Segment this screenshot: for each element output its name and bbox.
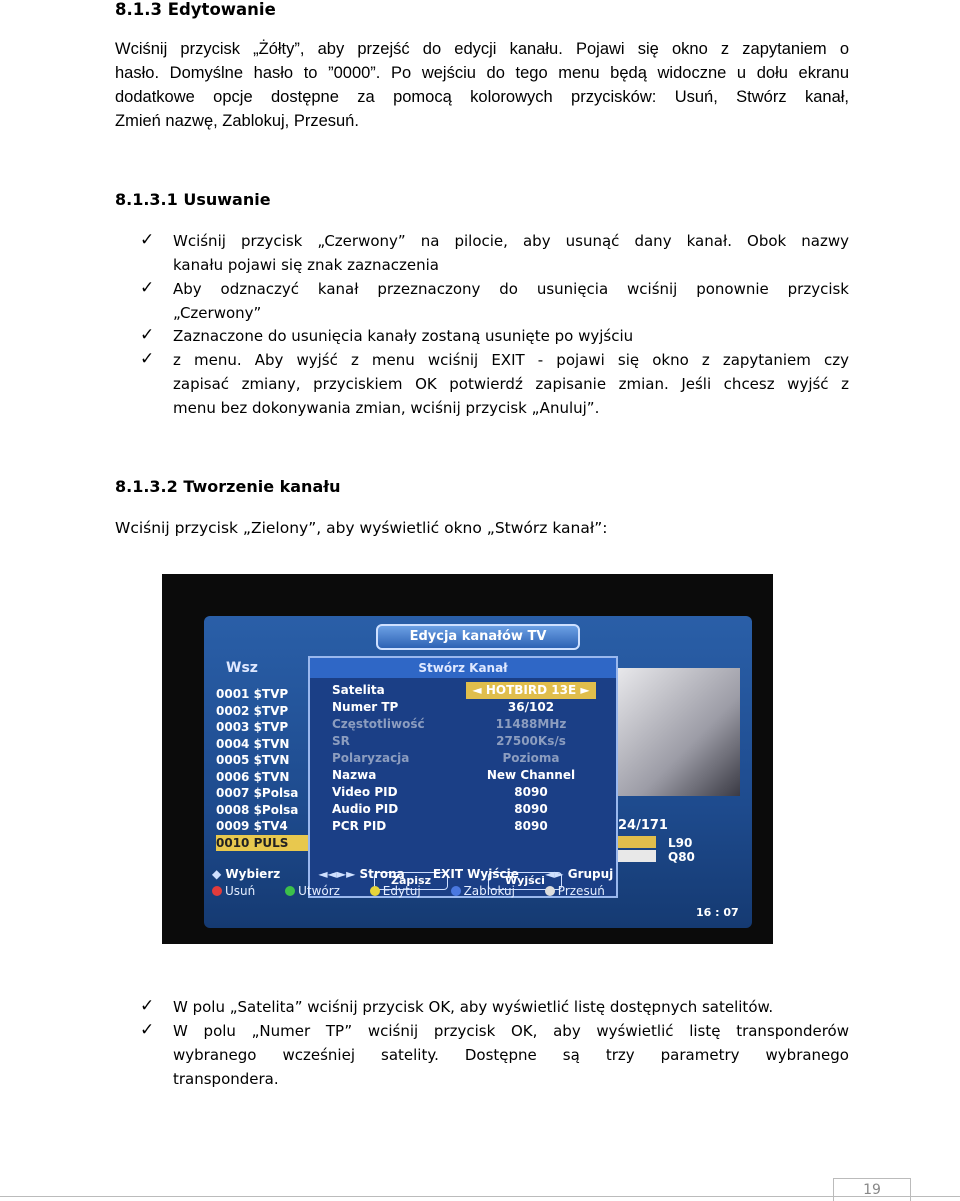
exit-button[interactable]: Wyjści	[488, 872, 562, 890]
field-value[interactable]: ◄ HOTBIRD 13E ►	[466, 682, 596, 699]
channel-row[interactable]: 0008 $Polsa	[216, 802, 299, 817]
field-label: Nazwa	[332, 768, 377, 782]
intro-line-1: Wciśnij przycisk „Żółty”, aby przejść do edycji kanału. Pojawi się okno z zapytaniem o	[115, 40, 849, 58]
blue-dot-icon	[451, 886, 461, 896]
signal-level: L90	[668, 836, 693, 850]
check-icon: ✓	[140, 349, 155, 369]
channel-row[interactable]: 0004 $TVN	[216, 736, 290, 751]
usuwanie-item-2-line-1: Aby odznaczyć kanał przeznaczony do usunięcia wciśnij ponownie przycisk	[173, 280, 849, 298]
hint-groups: Grupuj	[567, 867, 614, 881]
lock-label: Zablokuj	[463, 884, 515, 898]
create-channel-dialog	[308, 656, 618, 898]
intro-line-2: hasło. Domyślne hasło to ”0000”. Po wejściu do tego menu będą widoczne u dołu ekranu	[115, 64, 849, 82]
field-value[interactable]: 8090	[514, 802, 548, 816]
field-tp-number[interactable]	[310, 699, 616, 716]
tworzenie-intro: Wciśnij przycisk „Zielony”, aby wyświetlić okno „Stwórz kanał”:	[115, 519, 608, 537]
quality-level: Q80	[668, 850, 695, 864]
channel-preview-image	[616, 668, 740, 796]
field-video-pid[interactable]	[310, 784, 616, 801]
channel-row[interactable]: 0003 $TVP	[216, 720, 289, 734]
tv-screenshot	[162, 574, 773, 944]
usuwanie-item-3-line-1: Zaznaczone do usunięcia kanały zostaną usunięte po wyjściu	[173, 327, 634, 345]
tworzenie-heading: 8.1.3.2 Tworzenie kanału	[115, 477, 341, 496]
white-dot-icon	[545, 886, 555, 896]
save-button[interactable]: Zapisz	[374, 872, 448, 890]
section-heading: 8.1.3 Edytowanie	[115, 0, 276, 19]
channel-row[interactable]: 0009 $TV4	[216, 819, 288, 833]
field-label: Video PID	[332, 785, 398, 799]
check-icon: ✓	[140, 230, 155, 250]
white-button[interactable]	[545, 884, 605, 898]
intro-line-4: Zmień nazwę, Zablokuj, Przesuń.	[115, 112, 359, 130]
usuwanie-item-4-line-1: z menu. Aby wyjść z menu wciśnij EXIT - pojawi się okno z zapytaniem czy	[173, 351, 849, 369]
check-icon: ✓	[140, 325, 155, 345]
field-label: Częstotliwość	[332, 717, 425, 731]
dialog-title: Stwórz Kanał	[310, 658, 616, 678]
green-dot-icon	[285, 886, 295, 896]
footer-rule	[0, 1196, 960, 1197]
field-name[interactable]	[310, 767, 616, 784]
after-item-1-line-1: W polu „Satelita” wciśnij przycisk OK, aby wyświetlić listę dostępnych satelitów.	[173, 998, 774, 1016]
list-header: Wsz	[226, 660, 258, 676]
field-label: SR	[332, 734, 350, 748]
field-value[interactable]: 36/102	[507, 700, 555, 714]
usuwanie-heading: 8.1.3.1 Usuwanie	[115, 190, 271, 209]
move-label: Przesuń	[557, 884, 605, 898]
channel-row[interactable]: 0002 $TVP	[216, 703, 289, 718]
page-number: 19	[833, 1178, 911, 1201]
channel-row[interactable]: 0005 $TVN	[216, 753, 290, 767]
channel-row[interactable]: 0007 $Polsa	[216, 786, 299, 800]
after-item-2-line-2: wybranego wcześniej satelity. Dostępne są trzy parametry wybranego	[173, 1046, 849, 1064]
check-icon: ✓	[140, 1020, 155, 1040]
select-icon: ◆	[212, 867, 222, 881]
field-symbol-rate	[310, 733, 616, 750]
usuwanie-item-4-line-2: zapisać zmiany, przyciskiem OK potwierdź zapisanie zmian. Jeśli chcesz wyjść z	[173, 375, 849, 393]
channel-list	[216, 686, 310, 851]
edit-label: Edytuj	[382, 884, 421, 898]
hint-select: Wybierz	[225, 867, 281, 881]
red-dot-icon	[212, 886, 222, 896]
usuwanie-item-2-line-2: „Czerwony”	[173, 304, 262, 322]
channel-counter: 24/171	[618, 818, 668, 833]
field-label: Audio PID	[332, 802, 399, 816]
color-buttons-bar	[212, 883, 744, 899]
field-value[interactable]: 8090	[514, 819, 548, 833]
usuwanie-item-4-line-3: menu bez dokonywania zmian, wciśnij przycisk „Anuluj”.	[173, 399, 600, 417]
usuwanie-item-1-line-1: Wciśnij przycisk „Czerwony” na pilocie, aby usunąć dany kanał. Obok nazwy	[173, 232, 849, 250]
yellow-dot-icon	[370, 886, 380, 896]
channel-row[interactable]: 0006 $TVN	[216, 769, 290, 784]
green-button[interactable]	[285, 884, 340, 898]
page-arrows-icon: ◄◄►►	[318, 867, 356, 881]
usuwanie-item-1-line-2: kanału pojawi się znak zaznaczenia	[173, 256, 439, 274]
tv-menu-title: Edycja kanałów TV	[376, 624, 580, 650]
red-button[interactable]	[212, 884, 255, 898]
after-item-2-line-1: W polu „Numer TP” wciśnij przycisk OK, aby wyświetlić listę transponderów	[173, 1022, 849, 1040]
quality-bar	[616, 850, 656, 862]
hint-exit: EXIT Wyjście	[432, 867, 519, 881]
field-value: Pozioma	[502, 751, 560, 765]
field-value[interactable]: 8090	[514, 785, 548, 799]
arrows-icon: ◄►	[545, 867, 564, 881]
field-label: Satelita	[332, 683, 385, 697]
field-value[interactable]: New Channel	[486, 768, 576, 782]
clock: 16 : 07	[696, 906, 739, 919]
field-polarization	[310, 750, 616, 767]
yellow-button[interactable]	[370, 884, 421, 898]
check-icon: ✓	[140, 996, 155, 1016]
hint-page: Strona	[359, 867, 405, 881]
field-value: 27500Ks/s	[496, 734, 566, 748]
create-label: Utwórz	[298, 884, 340, 898]
field-satellite[interactable]	[310, 682, 616, 699]
signal-bar	[616, 836, 656, 848]
channel-row[interactable]: 0001 $TVP	[216, 687, 289, 701]
field-audio-pid[interactable]	[310, 801, 616, 818]
intro-line-3: dodatkowe opcje dostępne za pomocą kolorowych przycisków: Usuń, Stwórz kanał,	[115, 88, 849, 106]
check-icon: ✓	[140, 278, 155, 298]
delete-label: Usuń	[225, 884, 256, 898]
after-item-2-line-3: transpondera.	[173, 1070, 279, 1088]
field-pcr-pid[interactable]	[310, 818, 616, 835]
field-label: Numer TP	[332, 700, 399, 714]
field-label: PCR PID	[332, 819, 387, 833]
hint-bar	[212, 866, 744, 882]
field-label: Polaryzacja	[332, 751, 410, 765]
field-frequency	[310, 716, 616, 733]
tv-screen	[204, 616, 752, 928]
field-value: 11488MHz	[495, 717, 567, 731]
channel-row-selected[interactable]: 0010 PULS	[216, 835, 310, 852]
blue-button[interactable]	[451, 884, 515, 898]
